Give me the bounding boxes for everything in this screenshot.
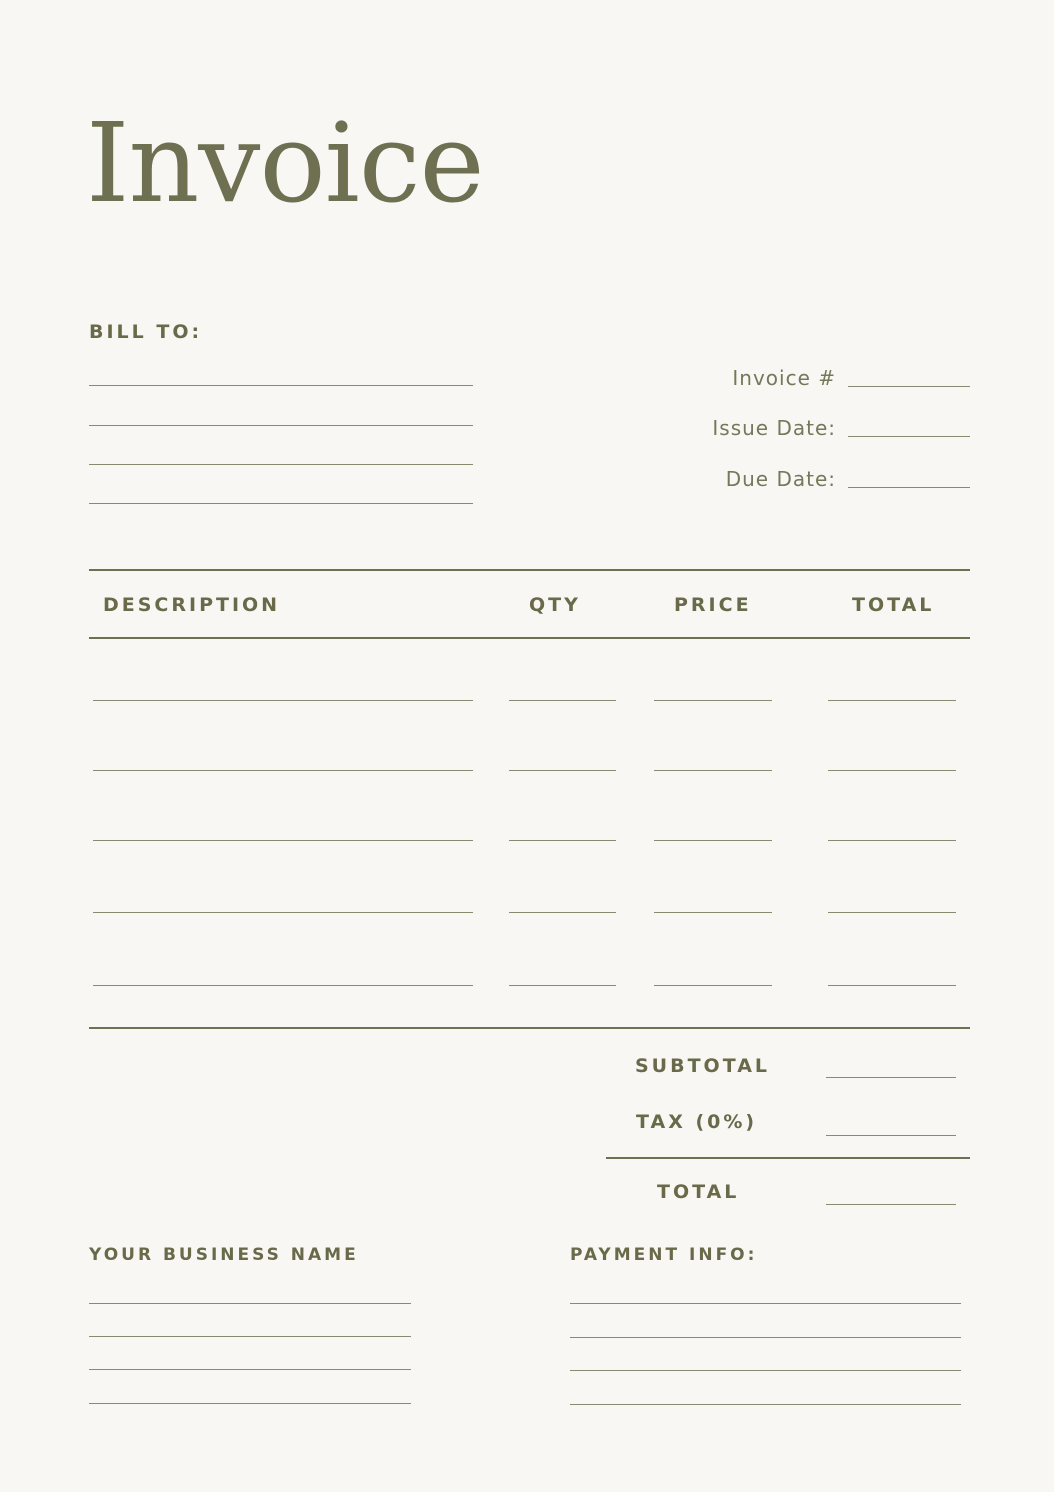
header-qty: QTY <box>529 594 581 616</box>
row-2-description[interactable] <box>93 770 473 771</box>
business-line-4[interactable] <box>89 1403 411 1404</box>
due-date-label: Due Date: <box>725 467 836 491</box>
row-1-total[interactable] <box>828 700 956 701</box>
row-4-total[interactable] <box>828 912 956 913</box>
tax-field[interactable] <box>826 1135 956 1136</box>
business-line-1[interactable] <box>89 1303 411 1304</box>
bill-to-line-3[interactable] <box>89 464 473 465</box>
header-total: TOTAL <box>852 594 935 616</box>
row-5-qty[interactable] <box>509 985 616 986</box>
row-3-total[interactable] <box>828 840 956 841</box>
bill-to-label: BILL TO: <box>89 321 203 343</box>
row-4-price[interactable] <box>654 912 772 913</box>
row-5-description[interactable] <box>93 985 473 986</box>
bill-to-line-1[interactable] <box>89 385 473 386</box>
row-3-price[interactable] <box>654 840 772 841</box>
row-1-price[interactable] <box>654 700 772 701</box>
business-line-3[interactable] <box>89 1369 411 1370</box>
bill-to-line-4[interactable] <box>89 503 473 504</box>
payment-info-label: PAYMENT INFO: <box>570 1245 758 1265</box>
row-5-price[interactable] <box>654 985 772 986</box>
header-price: PRICE <box>674 594 752 616</box>
payment-line-3[interactable] <box>570 1370 961 1371</box>
total-field[interactable] <box>826 1204 956 1205</box>
table-top-rule <box>89 569 970 571</box>
business-line-2[interactable] <box>89 1336 411 1337</box>
table-bottom-rule <box>89 1027 970 1029</box>
payment-line-2[interactable] <box>570 1337 961 1338</box>
invoice-number-field[interactable] <box>848 386 970 387</box>
header-description: DESCRIPTION <box>103 594 281 616</box>
summary-rule <box>606 1157 970 1159</box>
due-date-field[interactable] <box>848 487 970 488</box>
invoice-title: Invoice <box>86 99 484 227</box>
row-5-total[interactable] <box>828 985 956 986</box>
row-3-description[interactable] <box>93 840 473 841</box>
payment-line-4[interactable] <box>570 1404 961 1405</box>
payment-line-1[interactable] <box>570 1303 961 1304</box>
row-1-description[interactable] <box>93 700 473 701</box>
row-2-total[interactable] <box>828 770 956 771</box>
row-1-qty[interactable] <box>509 700 616 701</box>
row-3-qty[interactable] <box>509 840 616 841</box>
row-2-price[interactable] <box>654 770 772 771</box>
row-2-qty[interactable] <box>509 770 616 771</box>
row-4-description[interactable] <box>93 912 473 913</box>
issue-date-label: Issue Date: <box>712 416 836 440</box>
bill-to-line-2[interactable] <box>89 425 473 426</box>
tax-label: TAX (0%) <box>636 1111 758 1133</box>
row-4-qty[interactable] <box>509 912 616 913</box>
total-label: TOTAL <box>657 1181 740 1203</box>
issue-date-field[interactable] <box>848 436 970 437</box>
subtotal-label: SUBTOTAL <box>635 1055 771 1077</box>
table-header-rule <box>89 637 970 639</box>
invoice-number-label: Invoice # <box>732 366 836 390</box>
business-name-label: YOUR BUSINESS NAME <box>89 1245 359 1265</box>
subtotal-field[interactable] <box>826 1077 956 1078</box>
